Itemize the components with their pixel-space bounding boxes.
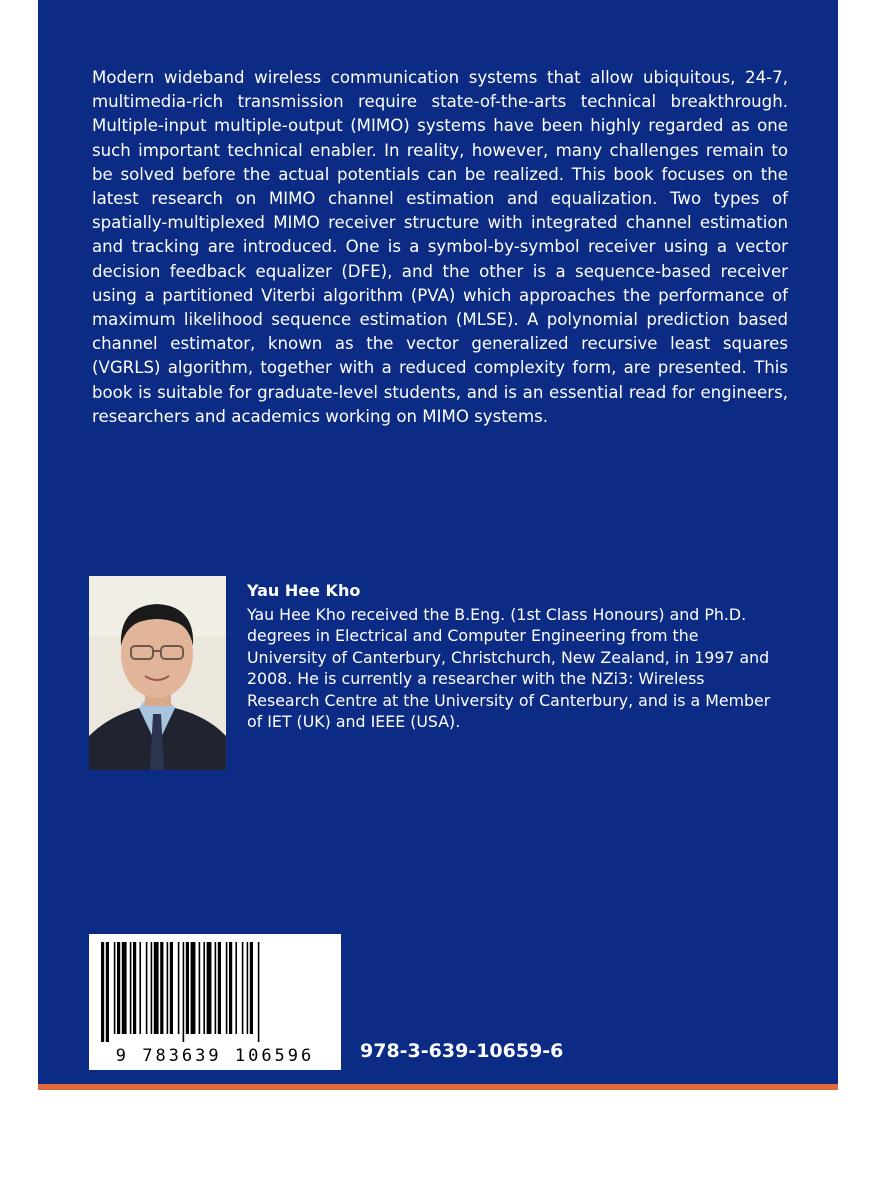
barcode-digits: 9 783639 106596 — [115, 1046, 315, 1066]
isbn-number: 978-3-639-10659-6 — [360, 1040, 564, 1062]
author-name: Yau Hee Kho — [247, 581, 361, 600]
author-bio: Yau Hee Kho received the B.Eng. (1st Class Honours) and Ph.D. degrees in Electrical and Computer Engineering from the University of Canterbury, Christchurch, New Zealand, in 1997 and 2008. He is currently a researcher with the NZi3: Wireless Research Centre at the University of Canterbury, and is a Member of IET (UK) and IEEE (USA). — [247, 605, 771, 732]
book-blurb: Modern wideband wireless communication systems that allow ubiquitous, 24-7, multimedia-rich transmission require state-of-the-arts technical breakthrough. Multiple-input multiple-output (MIMO) systems have been highly regarded as one such important technical enabler. In reality, however, many challenges remain to be solved before the actual potentials can be realized. This book focuses on the latest research on MIMO channel estimation and equalization. Two types of spatially-multiplexed MIMO receiver structure with integrated channel estimation and tracking are introduced. One is a symbol-by-symbol receiver using a vector decision feedback equalizer (DFE), and the other is a sequence-based receiver using a partitioned Viterbi algorithm (PVA) which approaches the performance of maximum likelihood sequence estimation (MLSE). A polynomial prediction based channel estimator, known as the vector generalized recursive least squares (VGRLS) algorithm, together with a reduced complexity form, are presented. This book is suitable for graduate-level students, and is an essential read for engineers, researchers and academics working on MIMO systems. — [92, 68, 788, 426]
author-photo — [89, 576, 226, 770]
barcode — [89, 934, 341, 1070]
bottom-stripe — [38, 1084, 838, 1090]
barcode-bars — [89, 934, 341, 1044]
